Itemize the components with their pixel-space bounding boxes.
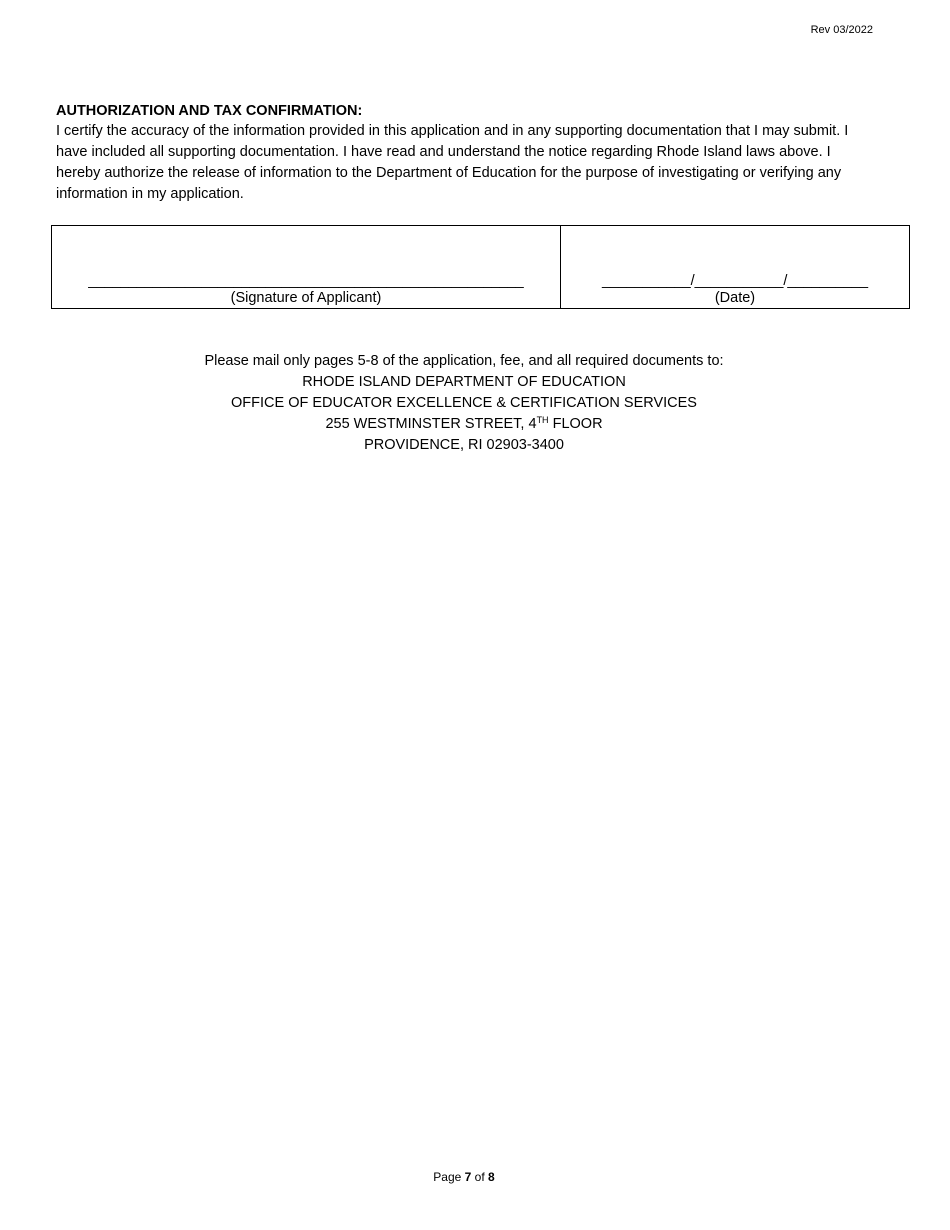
of-word: of xyxy=(474,1170,485,1184)
page-word: Page xyxy=(433,1170,462,1184)
date-label: (Date) xyxy=(714,290,756,306)
total-pages: 8 xyxy=(488,1170,495,1184)
street-superscript: TH xyxy=(536,415,549,425)
section-heading: AUTHORIZATION AND TAX CONFIRMATION: xyxy=(56,103,363,119)
office-name: OFFICE OF EDUCATOR EXCELLENCE & CERTIFICATION SERVICES xyxy=(231,395,697,411)
city-state-zip: PROVIDENCE, RI 02903-3400 xyxy=(364,437,564,453)
street-address xyxy=(0,414,928,435)
certification-statement: I certify the accuracy of the information provided in this application and in any supporting documentation that I may submit. I have included all supporting documentation. I have read and understand the notice regarding Rhode Island laws above. I hereby authorize the release of information to the Department of Education for the purpose of investigating or verifying any information in my application. xyxy=(56,123,849,202)
date-cell[interactable] xyxy=(561,226,909,308)
street-prefix: 255 WESTMINSTER STREET, 4 xyxy=(325,416,537,432)
current-page: 7 xyxy=(464,1170,472,1184)
department-name: RHODE ISLAND DEPARTMENT OF EDUCATION xyxy=(302,374,626,390)
mailing-instruction: Please mail only pages 5-8 of the application, fee, and all required documents to: xyxy=(204,353,724,369)
street-suffix: FLOOR xyxy=(548,416,603,432)
signature-table xyxy=(51,225,910,309)
revision-date: Rev 03/2022 xyxy=(810,24,873,36)
date-line: ___________/___________/__________ xyxy=(601,273,869,289)
page-number xyxy=(0,1169,928,1185)
signature-line: ______________________________________________________ xyxy=(88,273,524,289)
mailing-address-block xyxy=(0,351,928,456)
authorization-section xyxy=(56,101,876,205)
signature-cell[interactable] xyxy=(52,226,561,308)
signature-label: (Signature of Applicant) xyxy=(230,290,382,306)
